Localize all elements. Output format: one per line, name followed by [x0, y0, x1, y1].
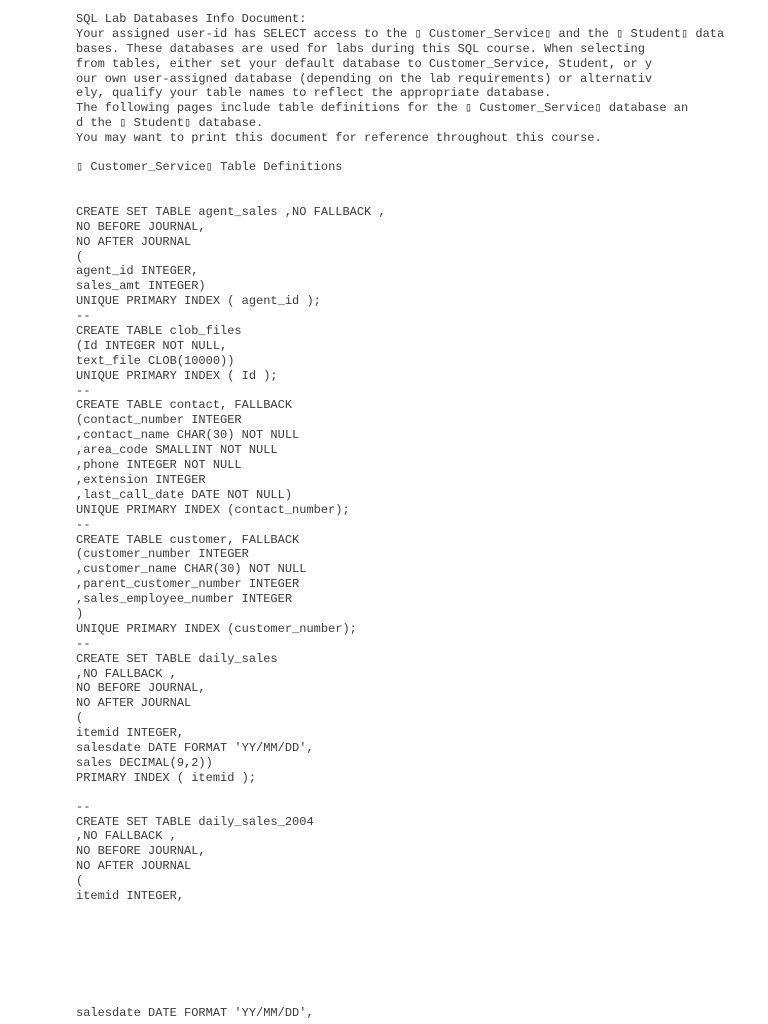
- intro-paragraph: [76, 12, 756, 146]
- code-line: UNIQUE PRIMARY INDEX ( agent_id );: [76, 294, 321, 309]
- intro-line: from tables, either set your default database to Customer_Service, Student, or y: [76, 56, 653, 71]
- code-line-continued: salesdate DATE FORMAT 'YY/MM/DD',: [76, 1006, 314, 1020]
- code-line: NO BEFORE JOURNAL,: [76, 681, 206, 696]
- code-line: sales DECIMAL(9,2)): [76, 755, 213, 770]
- code-line: ,NO FALLBACK ,: [76, 666, 177, 681]
- code-line: PRIMARY INDEX ( itemid );: [76, 770, 257, 785]
- code-line: ,last_call_date DATE NOT NULL): [76, 487, 293, 502]
- document-body: [76, 12, 756, 904]
- code-line: ,parent_customer_number INTEGER: [76, 577, 300, 592]
- separator-line: --: [76, 799, 91, 814]
- code-line: ,extension INTEGER: [76, 472, 206, 487]
- ddl-block-contact: [76, 398, 756, 532]
- code-line: NO AFTER JOURNAL: [76, 234, 192, 249]
- code-line: (Id INTEGER NOT NULL,: [76, 338, 228, 353]
- intro-line: The following pages include table definitions for the ▯ Customer_Service▯ database an: [76, 101, 689, 116]
- code-line: CREATE TABLE customer, FALLBACK: [76, 532, 300, 547]
- code-line: text_file CLOB(10000)): [76, 353, 235, 368]
- code-line: itemid INTEGER,: [76, 726, 185, 741]
- separator-line: --: [76, 309, 91, 324]
- intro-line: ely, qualify your table names to reflect the appropriate database.: [76, 86, 552, 101]
- code-line: ,phone INTEGER NOT NULL: [76, 458, 242, 473]
- code-line: NO BEFORE JOURNAL,: [76, 219, 206, 234]
- code-line: UNIQUE PRIMARY INDEX (contact_number);: [76, 502, 350, 517]
- code-line: NO BEFORE JOURNAL,: [76, 844, 206, 859]
- separator-line: --: [76, 517, 91, 532]
- code-line: ,customer_name CHAR(30) NOT NULL: [76, 562, 307, 577]
- code-line: ): [76, 606, 84, 621]
- code-line: (: [76, 711, 84, 726]
- code-line: UNIQUE PRIMARY INDEX (customer_number);: [76, 621, 357, 636]
- code-line: itemid INTEGER,: [76, 888, 185, 903]
- code-line: CREATE TABLE contact, FALLBACK: [76, 398, 293, 413]
- code-line: ,contact_name CHAR(30) NOT NULL: [76, 428, 300, 443]
- code-line: (contact_number INTEGER: [76, 413, 242, 428]
- ddl-block-daily-sales: [76, 652, 756, 786]
- code-line: UNIQUE PRIMARY INDEX ( Id );: [76, 368, 278, 383]
- ddl-block-customer: [76, 533, 756, 652]
- separator-line: --: [76, 636, 91, 651]
- code-line: CREATE TABLE clob_files: [76, 324, 242, 339]
- code-line: salesdate DATE FORMAT 'YY/MM/DD',: [76, 740, 314, 755]
- intro-line: bases. These databases are used for labs during this SQL course. When selecting: [76, 41, 645, 56]
- code-line: CREATE SET TABLE daily_sales_2004: [76, 814, 314, 829]
- ddl-block-clob-files: [76, 324, 756, 398]
- ddl-block-agent-sales: [76, 205, 756, 324]
- intro-line: our own user-assigned database (depending on the lab requirements) or alternativ: [76, 71, 653, 86]
- code-line: (: [76, 874, 84, 889]
- intro-line: d the ▯ Student▯ database.: [76, 116, 264, 131]
- ddl-block-daily-sales-2004: [76, 800, 756, 904]
- code-line: NO AFTER JOURNAL: [76, 859, 192, 874]
- section-heading: ▯ Customer_Service▯ Table Definitions: [76, 160, 343, 175]
- code-line: ,sales_employee_number INTEGER: [76, 592, 293, 607]
- code-line: NO AFTER JOURNAL: [76, 696, 192, 711]
- code-line: (: [76, 249, 84, 264]
- separator-line: --: [76, 383, 91, 398]
- code-line: (customer_number INTEGER: [76, 547, 249, 562]
- intro-line: SQL Lab Databases Info Document:: [76, 12, 307, 26]
- intro-line: Your assigned user-id has SELECT access to the ▯ Customer_Service▯ and the ▯ Student▯ data: [76, 26, 725, 41]
- code-line: ,area_code SMALLINT NOT NULL: [76, 443, 278, 458]
- code-line: CREATE SET TABLE agent_sales ,NO FALLBACK ,: [76, 204, 386, 219]
- code-line: sales_amt INTEGER): [76, 279, 206, 294]
- code-line: ,NO FALLBACK ,: [76, 829, 177, 844]
- intro-line: You may want to print this document for reference throughout this course.: [76, 131, 602, 146]
- code-line: CREATE SET TABLE daily_sales: [76, 651, 278, 666]
- code-line: agent_id INTEGER,: [76, 264, 199, 279]
